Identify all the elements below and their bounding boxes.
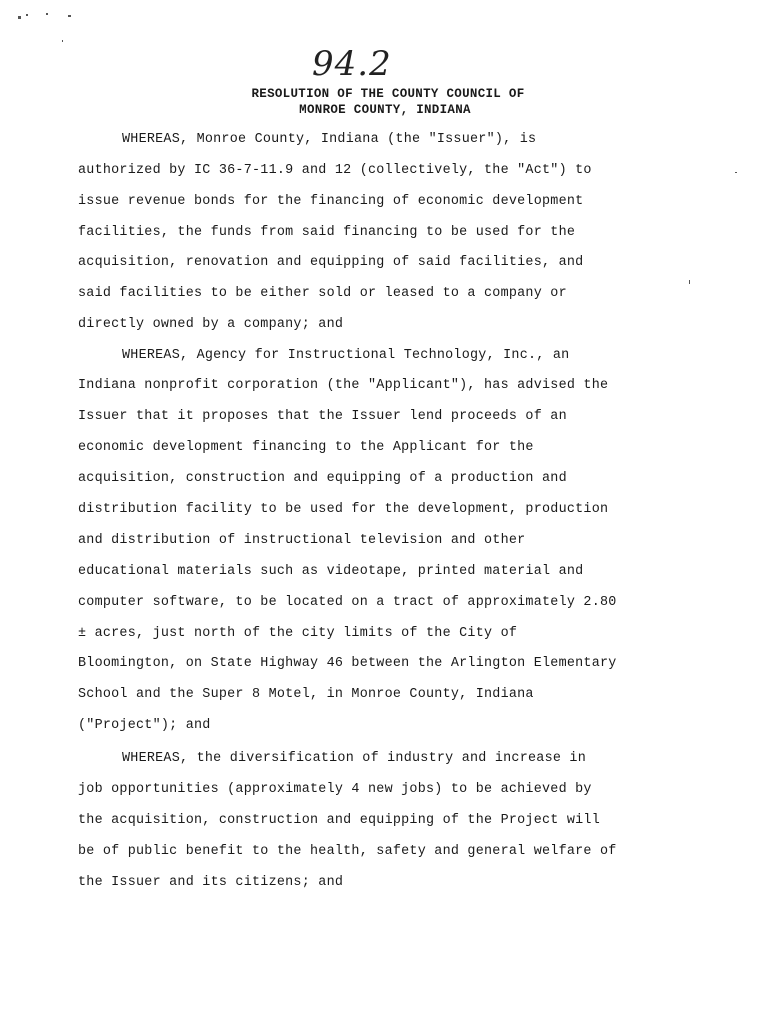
paragraph-1-line: authorized by IC 36-7-11.9 and 12 (collectively, the "Act") to (78, 163, 592, 178)
paragraph-2-line: WHEREAS, Agency for Instructional Technology, Inc., an (122, 348, 570, 363)
paragraph-2-line: ± acres, just north of the city limits of the City of (78, 626, 518, 641)
scan-speck (68, 15, 71, 17)
paragraph-2-line: Bloomington, on State Highway 46 between the Arlington Elementary (78, 656, 617, 671)
paragraph-1-line: directly owned by a company; and (78, 317, 344, 332)
handwritten-number: 94.2 (312, 44, 392, 84)
paragraph-3-line: be of public benefit to the health, safety and general welfare of (78, 844, 617, 859)
document-title-line-1: RESOLUTION OF THE COUNTY COUNCIL OF (251, 87, 525, 101)
paragraph-2-line: Issuer that it proposes that the Issuer lend proceeds of an (78, 409, 567, 424)
paragraph-3-line: the acquisition, construction and equipping of the Project will (78, 813, 600, 828)
paragraph-1-line: facilities, the funds from said financing to be used for the (78, 225, 576, 240)
paragraph-1-line: acquisition, renovation and equipping of said facilities, and (78, 255, 584, 270)
paragraph-2-line: ("Project"); and (78, 718, 211, 733)
paragraph-1-line: said facilities to be either sold or leased to a company or (78, 286, 567, 301)
scan-speck (18, 16, 21, 19)
scan-speck (46, 13, 48, 15)
scan-speck (689, 280, 690, 284)
document-title-line-2: MONROE COUNTY, INDIANA (299, 103, 471, 117)
paragraph-2-line: economic development financing to the Applicant for the (78, 440, 534, 455)
paragraph-3-line: the Issuer and its citizens; and (78, 875, 344, 890)
scan-speck (26, 14, 28, 16)
scan-speck (62, 40, 63, 42)
paragraph-2-line: and distribution of instructional television and other (78, 533, 526, 548)
paragraph-3-line: WHEREAS, the diversification of industry and increase in (122, 751, 586, 766)
paragraph-3-line: job opportunities (approximately 4 new jobs) to be achieved by (78, 782, 592, 797)
paragraph-2-line: educational materials such as videotape, printed material and (78, 564, 584, 579)
scan-speck (735, 172, 737, 173)
paragraph-1-line: issue revenue bonds for the financing of economic development (78, 194, 584, 209)
paragraph-2-line: computer software, to be located on a tract of approximately 2.80 (78, 595, 617, 610)
paragraph-2-line: distribution facility to be used for the development, production (78, 502, 609, 517)
paragraph-2-line: Indiana nonprofit corporation (the "Applicant"), has advised the (78, 378, 609, 393)
paragraph-2-line: acquisition, construction and equipping of a production and (78, 471, 567, 486)
paragraph-2-line: School and the Super 8 Motel, in Monroe County, Indiana (78, 687, 534, 702)
paragraph-1-line: WHEREAS, Monroe County, Indiana (the "Issuer"), is (122, 132, 537, 147)
